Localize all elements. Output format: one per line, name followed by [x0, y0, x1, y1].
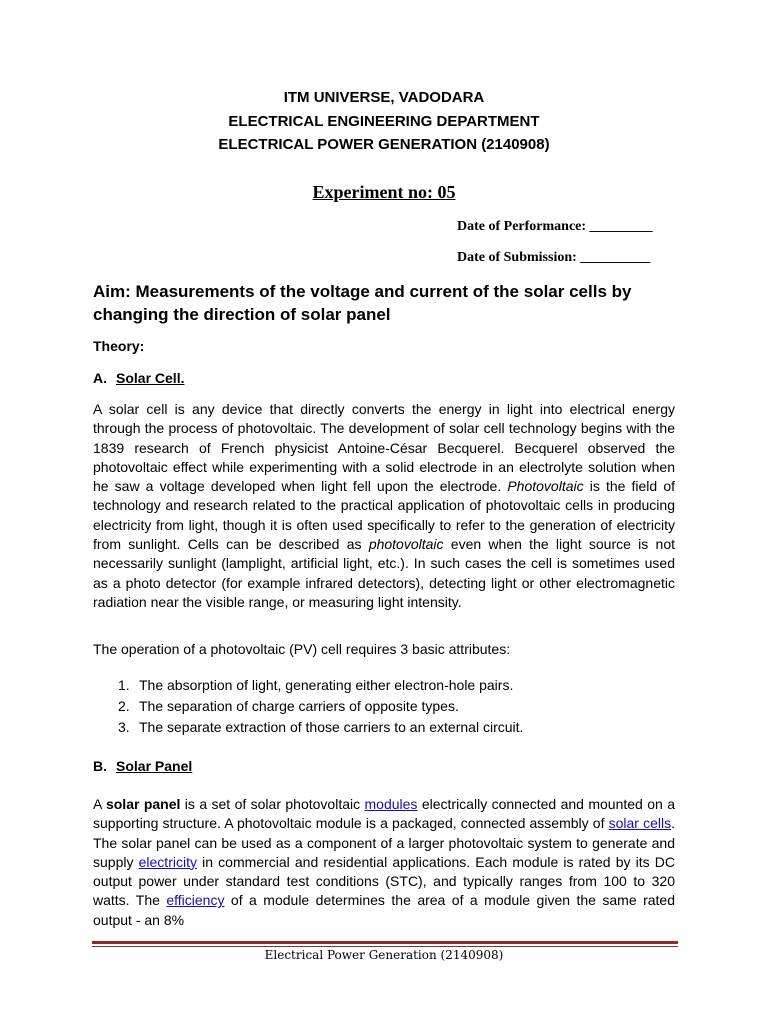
para-italic: Photovoltaic	[507, 478, 584, 495]
para-text: even when the light source is not necessarily sunlight (lamplight, artificial light, etc.). In such cases the cell is sometimes used as a photo detector (for example infrared detectors), detecting light or other electromagnetic radiation near the visible range, or measuring light intensity.	[93, 536, 675, 610]
list-item	[118, 696, 523, 717]
list-item	[118, 717, 523, 738]
date-of-submission: Date of Submission: __________	[457, 250, 651, 265]
course-title: ELECTRICAL POWER GENERATION (2140908)	[218, 136, 550, 153]
efficiency-link[interactable]: efficiency	[166, 892, 225, 909]
page-footer: Electrical Power Generation (2140908)	[264, 948, 504, 962]
list-text: The separate extraction of those carriers to an external circuit.	[139, 719, 524, 735]
footer-rule-thin	[92, 946, 678, 947]
para-text: A solar cell is any device that directly converts the energy in light into electrical energy through the process of photovoltaic. The development of solar cell technology begins with the 1839 research of French physicist Antoine-César Becquerel. Becquerel observed the photovoltaic effect while experimenting with a solid electrode in an electrolyte solution when he saw a voltage developed when light fell upon the electrode.	[93, 401, 675, 495]
section-a-title: Solar Cell.	[116, 370, 185, 386]
para-italic: photovoltaic	[368, 536, 444, 553]
para-text: . The solar panel can be used as a component of a larger photovoltaic system to generate and supply	[93, 815, 675, 870]
list-item	[118, 675, 523, 696]
para-text: of a module determines the area of a module given the same rated output - an 8%	[93, 892, 675, 928]
para-bold: solar panel	[105, 796, 181, 812]
para-text: A	[93, 796, 106, 812]
footer-rule-thick	[92, 941, 678, 944]
experiment-number: Experiment no: 05	[312, 182, 456, 202]
theory-heading: Theory:	[93, 338, 145, 354]
para-text: is a set of solar photovoltaic	[180, 796, 365, 812]
attributes-list	[118, 675, 523, 738]
solar-cell-paragraph	[93, 400, 675, 632]
solar-cells-link[interactable]: solar cells	[608, 815, 672, 832]
pv-intro: The operation of a photovoltaic (PV) cell requires 3 basic attributes:	[93, 641, 511, 657]
section-b-number: B.	[93, 758, 107, 774]
para-text: in commercial and residential applications. Each module is rated by its DC output power under standard test conditions (STC), and typically ranges from 100 to 320 watts. The	[93, 853, 675, 909]
para-text: electrically connected and mounted on a supporting structure. A photovoltaic module is a packaged, connected assembly of	[93, 796, 675, 832]
electricity-link[interactable]: electricity	[138, 853, 197, 870]
list-text: The separation of charge carriers of opposite types.	[139, 698, 459, 714]
date-of-performance: Date of Performance: _________	[457, 219, 653, 234]
section-b-title: Solar Panel	[116, 758, 193, 774]
section-b-heading	[93, 758, 192, 774]
list-number: 1.	[118, 677, 130, 693]
solar-panel-paragraph	[93, 795, 675, 932]
para-text: is the field of technology and research related to the practical application of photovoltaic cells in producing electricity from light, though it is often used specifically to refer to the generation of electricity from sunlight. Cells can be described as	[93, 478, 675, 553]
list-number: 2.	[118, 698, 130, 714]
modules-link[interactable]: modules	[364, 796, 418, 812]
university-name: ITM UNIVERSE, VADODARA	[283, 89, 485, 106]
list-number: 3.	[118, 719, 130, 735]
section-a-number: A.	[93, 370, 107, 386]
list-text: The absorption of light, generating either electron-hole pairs.	[139, 677, 514, 693]
department-name: ELECTRICAL ENGINEERING DEPARTMENT	[228, 113, 540, 130]
aim-heading: Aim: Measurements of the voltage and current of the solar cells by changing the direction of solar panel	[93, 282, 632, 324]
section-a-heading	[93, 370, 184, 386]
